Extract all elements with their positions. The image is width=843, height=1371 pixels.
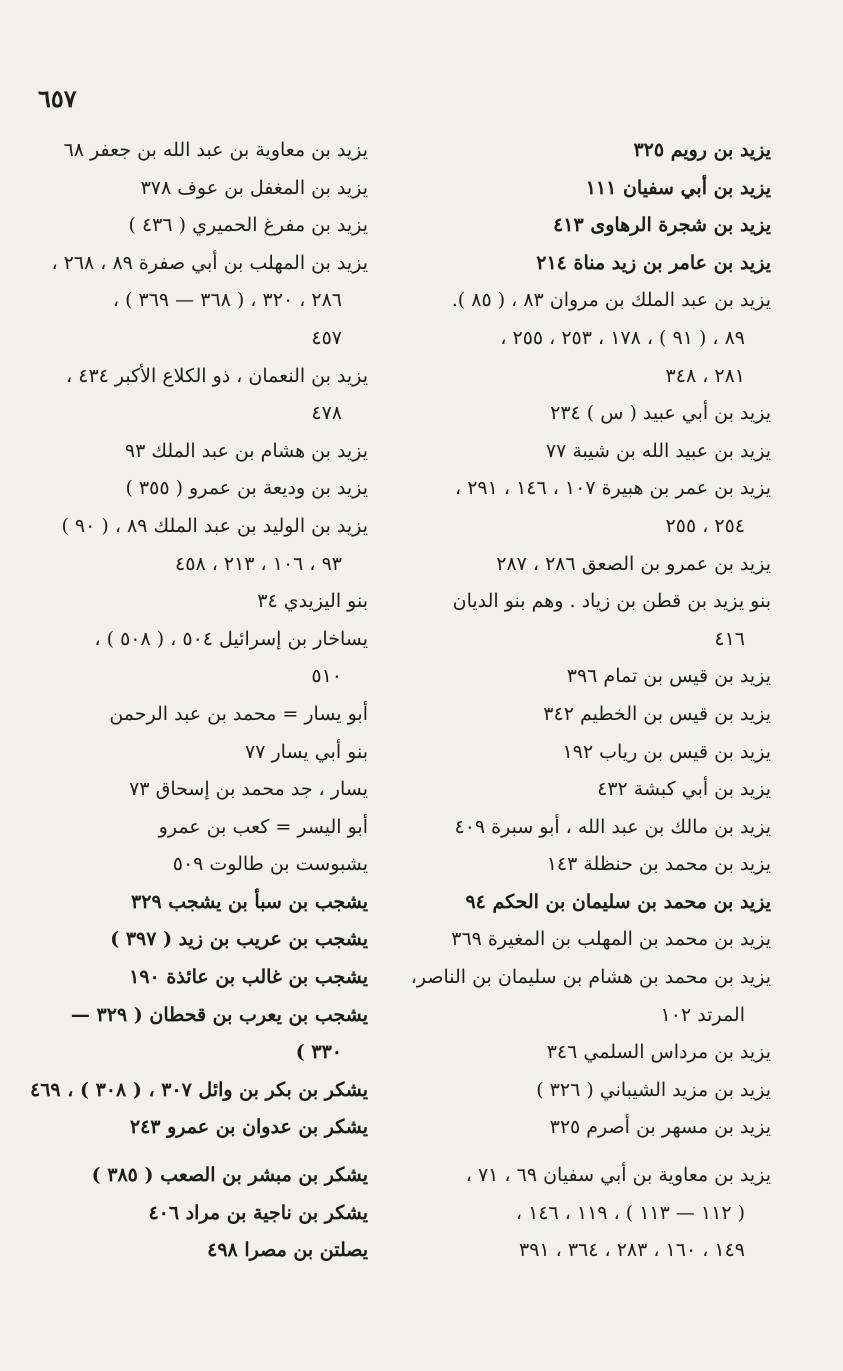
- index-entry: يزيد بن محمد بن سليمان بن الحكم ٩٤: [465, 890, 771, 913]
- index-entry: يسار ، جد محمد بن إسحاق ٧٣: [129, 778, 368, 801]
- index-column-right: [371, 132, 771, 1270]
- index-entry: يزيد بن قيس بن الخطيم ٣٤٢: [543, 702, 771, 725]
- index-entry: يزيد بن مرداس السلمي ٣٤٦: [546, 1041, 771, 1064]
- index-entry: يزيد بن النعمان ، ذو الكلاع الأكبر ٤٣٤ ،: [66, 364, 368, 387]
- index-entry: يزيد بن مفرغ الحميري ( ٤٣٦ ): [128, 214, 368, 237]
- index-entry: يزيد بن محمد بن حنظلة ١٤٣: [546, 853, 771, 876]
- index-entry: بنو اليزيدي ٣٤: [257, 590, 368, 613]
- index-entry: بنو يزيد بن قطن بن زياد . وهم بنو الديان: [452, 590, 771, 613]
- index-entry: ٤٥٧: [311, 326, 342, 349]
- index-entry: ٤٧٨: [311, 402, 342, 425]
- index-entry: يشكر بن مبشر بن الصعب ( ٣٨٥ ): [91, 1164, 368, 1187]
- index-entry: ٤١٦: [714, 627, 745, 650]
- index-entry: يزيد بن عامر بن زيد مناة ٢١٤: [536, 251, 771, 274]
- index-entry: يزيد بن مالك بن عبد الله ، أبو سبرة ٤٠٩: [454, 815, 771, 838]
- index-entry: يزيد بن شجرة الرهاوى ٤١٣: [553, 214, 771, 237]
- index-entry: يشجب بن غالب بن عائذة ١٩٠: [129, 966, 368, 989]
- index-entry: ٥١٠: [311, 665, 342, 688]
- index-entry: ٣٣٠ ): [295, 1041, 342, 1064]
- index-entry: ٩٣ ، ١٠٦ ، ٢١٣ ، ٤٥٨: [175, 552, 342, 575]
- index-entry: ٨٩ ، ( ٩١ ) ، ١٧٨ ، ٢٥٣ ، ٢٥٥ ،: [500, 326, 745, 349]
- index-entry: يزيد بن المهلب بن أبي صفرة ٨٩ ، ٢٦٨ ،: [51, 251, 368, 274]
- index-entry: يزيد بن هشام بن عبد الملك ٩٣: [124, 439, 368, 462]
- index-entry: بنو أبي يسار ٧٧: [245, 740, 368, 763]
- index-entry: يساخار بن إسرائيل ٥٠٤ ، ( ٥٠٨ ) ،: [94, 627, 368, 650]
- index-entry: يزيد بن معاوية بن أبي سفيان ٦٩ ، ٧١ ،: [465, 1164, 771, 1187]
- index-entry: يزيد بن الوليد بن عبد الملك ٨٩ ، ( ٩٠ ): [61, 514, 368, 537]
- index-entry: يزيد بن المغفل بن عوف ٣٧٨: [140, 176, 368, 199]
- index-entry: يزيد بن أبي كبشة ٤٣٢: [597, 778, 771, 801]
- index-column-left: [28, 132, 368, 1270]
- index-entry: يشكر بن بكر بن وائل ٣٠٧ ، ( ٣٠٨ ) ، ٤٦٩: [30, 1078, 368, 1101]
- index-entry: أبو يسار = محمد بن عبد الرحمن: [109, 702, 368, 725]
- index-entry: يزيد بن أبي عبيد ( س ) ٢٣٤: [550, 402, 771, 425]
- index-entry: يشجب بن يعرب بن قحطان ( ٣٢٩ —: [70, 1003, 368, 1026]
- index-entry: يشجب بن عريب بن زيد ( ٣٩٧ ): [110, 928, 368, 951]
- index-entry: يزيد بن عبيد الله بن شيبة ٧٧: [545, 439, 771, 462]
- page-number: ٦٥٧: [38, 84, 77, 113]
- index-entry: يشكر بن عدوان بن عمرو ٢٤٣: [129, 1116, 368, 1139]
- index-entry: يزيد بن قيس بن تمام ٣٩٦: [566, 665, 771, 688]
- index-entry: ( ١١٢ — ١١٣ ) ، ١١٩ ، ١٤٦ ،: [515, 1201, 745, 1224]
- index-entry: ٢٨١ ، ٣٤٨: [665, 364, 745, 387]
- index-entry: يصلتن بن مصرا ٤٩٨: [207, 1239, 368, 1262]
- index-entry: يشكر بن ناجية بن مراد ٤٠٦: [148, 1201, 368, 1224]
- index-entry: ١٤٩ ، ١٦٠ ، ٢٨٣ ، ٣٦٤ ، ٣٩١: [519, 1239, 745, 1262]
- index-entry: يشجب بن سبأ بن يشجب ٣٢٩: [131, 890, 368, 913]
- index-entry: يزيد بن عمر بن هبيرة ١٠٧ ، ١٤٦ ، ٢٩١ ،: [455, 477, 771, 500]
- index-entry: يزيد بن معاوية بن عبد الله بن جعفر ٦٨: [63, 139, 368, 161]
- index-entry: ٢٥٤ ، ٢٥٥: [665, 514, 745, 537]
- index-entry: المرتد ١٠٢: [660, 1003, 745, 1026]
- index-entry: يزيد بن مسهر بن أصرم ٣٢٥: [549, 1116, 771, 1139]
- index-entry: يزيد بن رويم ٣٢٥: [633, 139, 771, 161]
- index-entry: أبو اليسر = كعب بن عمرو: [158, 815, 368, 838]
- index-entry: يزيد بن محمد بن هشام بن سليمان بن الناصر،: [410, 966, 771, 989]
- index-entry: ٢٨٦ ، ٣٢٠ ، ( ٣٦٨ — ٣٦٩ ) ،: [112, 289, 342, 312]
- index-entry: يزيد بن محمد بن المهلب بن المغيرة ٣٦٩: [451, 928, 771, 951]
- index-entry: يزيد بن أبي سفيان ١١١: [585, 176, 771, 199]
- index-entry: يزيد بن عمرو بن الصعق ٢٨٦ ، ٢٨٧: [496, 552, 771, 575]
- index-entry: يزيد بن عبد الملك بن مروان ٨٣ ، ( ٨٥ ).: [451, 289, 771, 312]
- index-entry: يزيد بن مزيد الشيباني ( ٣٢٦ ): [536, 1078, 771, 1101]
- index-entry: يزيد بن قيس بن رياب ١٩٢: [562, 740, 771, 763]
- index-entry: يزيد بن وديعة بن عمرو ( ٣٥٥ ): [125, 477, 368, 500]
- index-entry: يشبوست بن طالوت ٥٠٩: [172, 853, 368, 876]
